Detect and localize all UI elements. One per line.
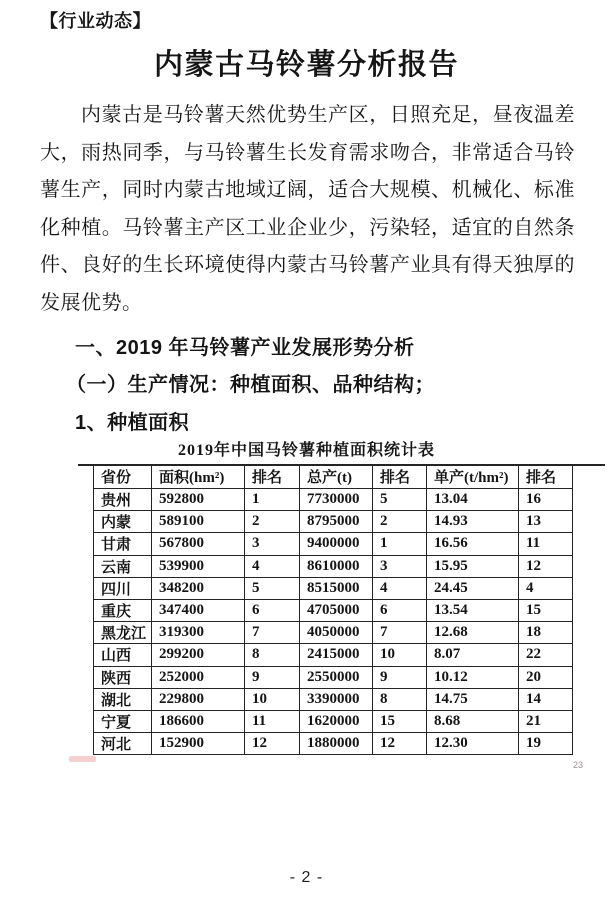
table-cell: 2550000 xyxy=(300,666,373,688)
table-cell: 4 xyxy=(373,577,427,599)
table-cell: 内蒙 xyxy=(94,511,152,533)
table-cell: 山西 xyxy=(94,644,152,666)
heading-subsection-production: （一）生产情况：种植面积、品种结构； xyxy=(66,374,435,396)
table-cell: 16 xyxy=(519,489,573,511)
table-cell: 20 xyxy=(519,666,573,688)
table-row xyxy=(94,489,573,511)
table-cell: 1880000 xyxy=(300,733,373,755)
table-header-row xyxy=(94,465,573,489)
table-cell: 348200 xyxy=(152,577,245,599)
table-row xyxy=(94,599,573,621)
table-cell: 陕西 xyxy=(94,666,152,688)
table-cell: 14 xyxy=(519,688,573,710)
table-cell: 252000 xyxy=(152,666,245,688)
table-cell: 186600 xyxy=(152,710,245,732)
table-cell: 6 xyxy=(245,599,300,621)
table-cell: 22 xyxy=(519,644,573,666)
heading-section-one: 一、2019 年马铃薯产业发展形势分析 xyxy=(75,337,415,359)
table-cell: 8.68 xyxy=(427,710,519,732)
table-cell: 8 xyxy=(373,688,427,710)
table-cell: 10 xyxy=(373,644,427,666)
table-cell: 299200 xyxy=(152,644,245,666)
table-cell: 19 xyxy=(519,733,573,755)
table-row xyxy=(94,710,573,732)
page-number: - 2 - xyxy=(289,869,324,886)
column-header-unit-yield: 单产(t/hm²) xyxy=(427,465,519,489)
table-row xyxy=(94,555,573,577)
table-cell: 16.56 xyxy=(427,533,519,555)
scan-smudge xyxy=(69,756,96,762)
table-cell: 河北 xyxy=(94,733,152,755)
table-cell: 3 xyxy=(245,533,300,555)
paragraph-line: 大，雨热同季，与马铃薯生长发育需求吻合，非常适合马铃 xyxy=(40,141,575,164)
table-cell: 11 xyxy=(245,710,300,732)
section-tag: 【行业动态】 xyxy=(40,11,151,31)
table-cell: 7730000 xyxy=(300,489,373,511)
paragraph-line: 件、良好的生长环境使得内蒙古马铃薯产业具有得天独厚的 xyxy=(40,254,575,277)
table-cell: 229800 xyxy=(152,688,245,710)
table-cell: 7 xyxy=(373,622,427,644)
table-cell: 12 xyxy=(519,555,573,577)
table-cell: 152900 xyxy=(152,733,245,755)
table-cell: 重庆 xyxy=(94,599,152,621)
table-cell: 5 xyxy=(245,577,300,599)
table-cell: 319300 xyxy=(152,622,245,644)
paragraph-line: 内蒙古是马铃薯天然优势生产区，日照充足，昼夜温差 xyxy=(81,104,575,126)
table-cell: 宁夏 xyxy=(94,710,152,732)
table-cell: 15 xyxy=(519,599,573,621)
table-cell: 8.07 xyxy=(427,644,519,666)
table-cell: 4 xyxy=(519,577,573,599)
table-row xyxy=(94,577,573,599)
table-cell: 15 xyxy=(373,710,427,732)
table-cell: 贵州 xyxy=(94,489,152,511)
table-cell: 2 xyxy=(373,511,427,533)
table-cell: 8610000 xyxy=(300,555,373,577)
column-header-rank-yield: 排名 xyxy=(373,465,427,489)
table-cell: 4705000 xyxy=(300,599,373,621)
table-cell: 甘肃 xyxy=(94,533,152,555)
table-cell: 2415000 xyxy=(300,644,373,666)
table-row xyxy=(94,533,573,555)
table-cell: 7 xyxy=(245,622,300,644)
column-header-rank-area: 排名 xyxy=(245,465,300,489)
table-cell: 13 xyxy=(519,511,573,533)
column-header-area: 面积(hm²) xyxy=(152,465,245,489)
table-cell: 347400 xyxy=(152,599,245,621)
table-cell: 4050000 xyxy=(300,622,373,644)
table-cell: 6 xyxy=(373,599,427,621)
table-cell: 11 xyxy=(519,533,573,555)
table-cell: 14.75 xyxy=(427,688,519,710)
table-cell: 四川 xyxy=(94,577,152,599)
table-cell: 10.12 xyxy=(427,666,519,688)
table-cell: 567800 xyxy=(152,533,245,555)
table-row xyxy=(94,688,573,710)
table-cell: 4 xyxy=(245,555,300,577)
table-cell: 黑龙江 xyxy=(94,622,152,644)
table-cell: 5 xyxy=(373,489,427,511)
table-cell: 12.68 xyxy=(427,622,519,644)
table-cell: 9 xyxy=(373,666,427,688)
table-body xyxy=(94,489,573,755)
table-cell: 9 xyxy=(245,666,300,688)
table-cell: 9400000 xyxy=(300,533,373,555)
table-cell: 15.95 xyxy=(427,555,519,577)
column-header-rank-unit: 排名 xyxy=(519,465,573,489)
table-cell: 8515000 xyxy=(300,577,373,599)
table-cell: 18 xyxy=(519,622,573,644)
table-cell: 24.45 xyxy=(427,577,519,599)
table-cell: 14.93 xyxy=(427,511,519,533)
paragraph-line: 薯生产，同时内蒙古地域辽阔，适合大规模、机械化、标准 xyxy=(40,179,575,202)
table-cell: 12.30 xyxy=(427,733,519,755)
table-cell: 13.04 xyxy=(427,489,519,511)
table-row xyxy=(94,644,573,666)
table-cell: 3390000 xyxy=(300,688,373,710)
table-cell: 12 xyxy=(373,733,427,755)
paragraph-line: 发展优势。 xyxy=(40,291,143,314)
table-cell: 21 xyxy=(519,710,573,732)
table-cell: 13.54 xyxy=(427,599,519,621)
column-header-total-yield: 总产(t) xyxy=(300,465,373,489)
table-row xyxy=(94,511,573,533)
scan-artifact-page-number: 23 xyxy=(573,760,584,770)
planting-area-statistics-table xyxy=(93,464,573,755)
table-cell: 589100 xyxy=(152,511,245,533)
table-cell: 2 xyxy=(245,511,300,533)
heading-planting-area: 1、种植面积 xyxy=(75,412,190,434)
intro-paragraph xyxy=(40,97,575,323)
table-cell: 1 xyxy=(373,533,427,555)
table-cell: 10 xyxy=(245,688,300,710)
paragraph-line: 化种植。马铃薯主产区工业企业少，污染轻，适宜的自然条 xyxy=(40,216,575,239)
table-cell: 湖北 xyxy=(94,688,152,710)
table-row xyxy=(94,666,573,688)
table-cell: 3 xyxy=(373,555,427,577)
table-cell: 12 xyxy=(245,733,300,755)
table-row xyxy=(94,733,573,755)
table-header xyxy=(94,465,573,489)
table-row xyxy=(94,622,573,644)
table-cell: 592800 xyxy=(152,489,245,511)
table-cell: 1 xyxy=(245,489,300,511)
column-header-province: 省份 xyxy=(94,465,152,489)
table-title: 2019年中国马铃薯种植面积统计表 xyxy=(177,442,435,459)
document-title: 内蒙古马铃薯分析报告 xyxy=(153,49,459,81)
table-cell: 539900 xyxy=(152,555,245,577)
table-cell: 云南 xyxy=(94,555,152,577)
table-cell: 8795000 xyxy=(300,511,373,533)
table-cell: 1620000 xyxy=(300,710,373,732)
table-cell: 8 xyxy=(245,644,300,666)
